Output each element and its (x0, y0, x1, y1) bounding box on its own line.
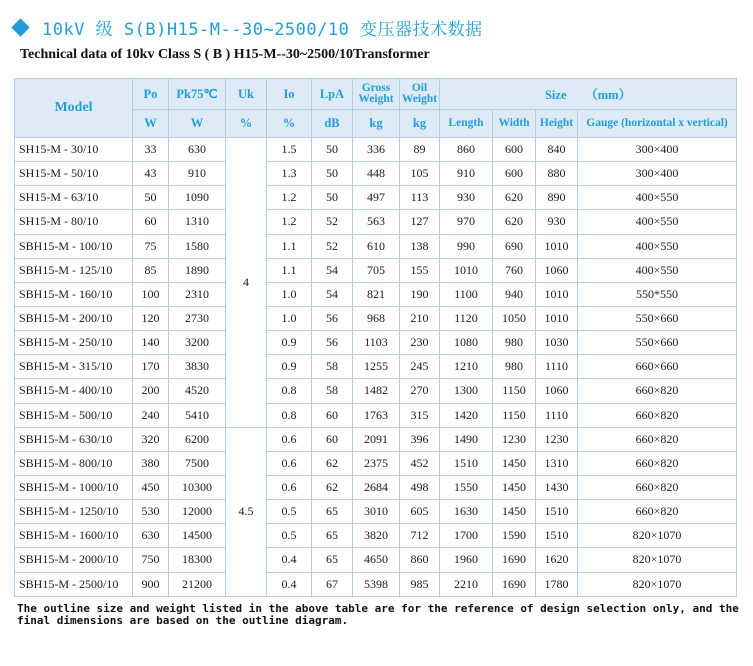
cell-gross: 821 (353, 282, 400, 306)
cell-lpa: 52 (312, 210, 353, 234)
cell-po: 750 (133, 548, 169, 572)
table-row (15, 524, 737, 548)
cell-uk: 4 (226, 138, 267, 428)
cell-po: 50 (133, 186, 169, 210)
cell-model: SBH15-M - 100/10 (15, 234, 133, 258)
cell-po: 450 (133, 475, 169, 499)
cell-lpa: 60 (312, 427, 353, 451)
cell-length: 1100 (440, 282, 493, 306)
cell-gauge: 400×550 (578, 234, 737, 258)
cell-gauge: 400×550 (578, 186, 737, 210)
cell-gauge: 300×400 (578, 162, 737, 186)
cell-po: 43 (133, 162, 169, 186)
cell-oil: 113 (400, 186, 440, 210)
cell-gross: 968 (353, 306, 400, 330)
cell-width: 760 (493, 258, 536, 282)
cell-lpa: 56 (312, 331, 353, 355)
cell-pk: 7500 (169, 451, 226, 475)
cell-io: 0.6 (267, 427, 312, 451)
cell-pk: 3830 (169, 355, 226, 379)
cell-height: 1030 (536, 331, 578, 355)
cell-gross: 1103 (353, 331, 400, 355)
table-row (15, 355, 737, 379)
cell-gross: 5398 (353, 572, 400, 596)
header-po: Po (133, 79, 169, 110)
cell-lpa: 54 (312, 282, 353, 306)
header-lpa: LpA (312, 79, 353, 110)
cell-po: 75 (133, 234, 169, 258)
cell-io: 0.4 (267, 572, 312, 596)
unit-oil-weight: kg (400, 110, 440, 138)
cell-lpa: 65 (312, 548, 353, 572)
cell-model: SBH15-M - 315/10 (15, 355, 133, 379)
table-row (15, 548, 737, 572)
cell-pk: 10300 (169, 475, 226, 499)
header-pk: Pk75℃ (169, 79, 226, 110)
cell-gauge: 660×660 (578, 355, 737, 379)
table-row (15, 186, 737, 210)
cell-length: 1420 (440, 403, 493, 427)
cell-io: 1.5 (267, 138, 312, 162)
cell-width: 600 (493, 162, 536, 186)
cell-lpa: 62 (312, 475, 353, 499)
cell-gross: 610 (353, 234, 400, 258)
cell-po: 170 (133, 355, 169, 379)
cell-gauge: 550*550 (578, 282, 737, 306)
unit-gross-weight: kg (353, 110, 400, 138)
cell-width: 1150 (493, 379, 536, 403)
cell-gauge: 660×820 (578, 500, 737, 524)
cell-length: 1490 (440, 427, 493, 451)
header-uk: Uk (226, 79, 267, 110)
cell-model: SH15-M - 30/10 (15, 138, 133, 162)
cell-model: SBH15-M - 400/10 (15, 379, 133, 403)
cell-height: 1060 (536, 258, 578, 282)
table-row (15, 258, 737, 282)
cell-gross: 448 (353, 162, 400, 186)
cell-model: SH15-M - 50/10 (15, 162, 133, 186)
cell-oil: 127 (400, 210, 440, 234)
cell-po: 240 (133, 403, 169, 427)
cell-gauge: 660×820 (578, 451, 737, 475)
cell-po: 530 (133, 500, 169, 524)
cell-oil: 860 (400, 548, 440, 572)
header-height: Height (536, 110, 578, 138)
cell-po: 120 (133, 306, 169, 330)
spec-table-body (15, 138, 737, 597)
cell-width: 620 (493, 210, 536, 234)
cell-width: 1690 (493, 548, 536, 572)
cell-pk: 1310 (169, 210, 226, 234)
cell-oil: 985 (400, 572, 440, 596)
cell-gauge: 660×820 (578, 475, 737, 499)
table-row (15, 234, 737, 258)
table-row (15, 306, 737, 330)
cell-pk: 910 (169, 162, 226, 186)
cell-model: SBH15-M - 2000/10 (15, 548, 133, 572)
table-row (15, 403, 737, 427)
table-row (15, 379, 737, 403)
cell-width: 1450 (493, 475, 536, 499)
cell-length: 1960 (440, 548, 493, 572)
cell-po: 85 (133, 258, 169, 282)
cell-gross: 2091 (353, 427, 400, 451)
cell-height: 840 (536, 138, 578, 162)
cell-model: SH15-M - 63/10 (15, 186, 133, 210)
cell-width: 620 (493, 186, 536, 210)
cell-oil: 89 (400, 138, 440, 162)
cell-lpa: 67 (312, 572, 353, 596)
cell-io: 0.9 (267, 355, 312, 379)
cell-lpa: 50 (312, 186, 353, 210)
cell-po: 60 (133, 210, 169, 234)
cell-po: 900 (133, 572, 169, 596)
cell-gauge: 660×820 (578, 403, 737, 427)
cell-width: 1050 (493, 306, 536, 330)
table-row (15, 475, 737, 499)
cell-oil: 210 (400, 306, 440, 330)
cell-oil: 245 (400, 355, 440, 379)
cell-oil: 315 (400, 403, 440, 427)
header-width: Width (493, 110, 536, 138)
cell-pk: 18300 (169, 548, 226, 572)
cell-height: 1010 (536, 234, 578, 258)
unit-io: % (267, 110, 312, 138)
cell-lpa: 60 (312, 403, 353, 427)
table-row (15, 427, 737, 451)
header-size: Size （mm） (440, 79, 737, 110)
cell-model: SBH15-M - 250/10 (15, 331, 133, 355)
cell-height: 1430 (536, 475, 578, 499)
cell-length: 1210 (440, 355, 493, 379)
cell-gauge: 400×550 (578, 210, 737, 234)
cell-po: 380 (133, 451, 169, 475)
cell-gross: 563 (353, 210, 400, 234)
cell-height: 880 (536, 162, 578, 186)
title-row (10, 14, 483, 40)
cell-po: 33 (133, 138, 169, 162)
cell-pk: 1090 (169, 186, 226, 210)
cell-gauge: 820×1070 (578, 524, 737, 548)
cell-io: 0.6 (267, 475, 312, 499)
cell-gauge: 820×1070 (578, 548, 737, 572)
cell-model: SBH15-M - 500/10 (15, 403, 133, 427)
cell-height: 1060 (536, 379, 578, 403)
cell-oil: 105 (400, 162, 440, 186)
unit-pk: W (169, 110, 226, 138)
table-row (15, 210, 737, 234)
cell-pk: 1890 (169, 258, 226, 282)
cell-height: 930 (536, 210, 578, 234)
cell-io: 0.8 (267, 379, 312, 403)
cell-gauge: 550×660 (578, 331, 737, 355)
cell-height: 1010 (536, 282, 578, 306)
cell-model: SBH15-M - 1600/10 (15, 524, 133, 548)
cell-width: 1150 (493, 403, 536, 427)
page-title: 10kV 级 S(B)H15-M--30~2500/10 变压器技术数据 (42, 19, 483, 40)
cell-gross: 2684 (353, 475, 400, 499)
cell-pk: 12000 (169, 500, 226, 524)
unit-lpa: dB (312, 110, 353, 138)
header-gross-weight: Gross Weight (353, 79, 400, 110)
table-row (15, 282, 737, 306)
cell-pk: 14500 (169, 524, 226, 548)
cell-gross: 336 (353, 138, 400, 162)
cell-io: 0.6 (267, 451, 312, 475)
cell-width: 600 (493, 138, 536, 162)
cell-io: 0.4 (267, 548, 312, 572)
cell-gross: 3010 (353, 500, 400, 524)
cell-gross: 2375 (353, 451, 400, 475)
cell-length: 910 (440, 162, 493, 186)
diamond-icon (11, 18, 29, 36)
cell-length: 1700 (440, 524, 493, 548)
cell-pk: 2310 (169, 282, 226, 306)
cell-length: 990 (440, 234, 493, 258)
cell-height: 890 (536, 186, 578, 210)
header-length: Length (440, 110, 493, 138)
cell-gauge: 550×660 (578, 306, 737, 330)
cell-gross: 1763 (353, 403, 400, 427)
cell-po: 630 (133, 524, 169, 548)
unit-po: W (133, 110, 169, 138)
cell-po: 100 (133, 282, 169, 306)
cell-lpa: 65 (312, 500, 353, 524)
cell-oil: 712 (400, 524, 440, 548)
cell-oil: 498 (400, 475, 440, 499)
page-subtitle: Technical data of 10kv Class S ( B ) H15-M--30~2500/10Transformer (20, 47, 430, 62)
cell-length: 860 (440, 138, 493, 162)
cell-model: SBH15-M - 800/10 (15, 451, 133, 475)
cell-model: SBH15-M - 125/10 (15, 258, 133, 282)
cell-width: 1590 (493, 524, 536, 548)
table-row (15, 331, 737, 355)
cell-gauge: 300×400 (578, 138, 737, 162)
cell-oil: 230 (400, 331, 440, 355)
cell-width: 980 (493, 355, 536, 379)
cell-pk: 21200 (169, 572, 226, 596)
cell-io: 1.1 (267, 234, 312, 258)
cell-lpa: 58 (312, 355, 353, 379)
table-row (15, 451, 737, 475)
cell-length: 1120 (440, 306, 493, 330)
cell-width: 1690 (493, 572, 536, 596)
cell-length: 1510 (440, 451, 493, 475)
cell-io: 1.3 (267, 162, 312, 186)
cell-pk: 6200 (169, 427, 226, 451)
cell-io: 0.8 (267, 403, 312, 427)
cell-gross: 1482 (353, 379, 400, 403)
cell-lpa: 65 (312, 524, 353, 548)
cell-width: 940 (493, 282, 536, 306)
cell-height: 1780 (536, 572, 578, 596)
cell-length: 1300 (440, 379, 493, 403)
cell-lpa: 52 (312, 234, 353, 258)
cell-gross: 1255 (353, 355, 400, 379)
cell-model: SBH15-M - 160/10 (15, 282, 133, 306)
cell-pk: 3200 (169, 331, 226, 355)
cell-length: 1080 (440, 331, 493, 355)
cell-height: 1230 (536, 427, 578, 451)
cell-lpa: 54 (312, 258, 353, 282)
cell-width: 1450 (493, 451, 536, 475)
cell-length: 1630 (440, 500, 493, 524)
cell-io: 1.0 (267, 306, 312, 330)
footnote: The outline size and weight listed in the above table are for the reference of design selection only, and the final dimensions are based on the outline diagram. (17, 602, 739, 627)
cell-height: 1310 (536, 451, 578, 475)
cell-model: SBH15-M - 1000/10 (15, 475, 133, 499)
cell-width: 1230 (493, 427, 536, 451)
cell-model: SBH15-M - 1250/10 (15, 500, 133, 524)
cell-io: 0.5 (267, 524, 312, 548)
cell-io: 1.2 (267, 186, 312, 210)
cell-pk: 630 (169, 138, 226, 162)
cell-oil: 270 (400, 379, 440, 403)
cell-model: SBH15-M - 630/10 (15, 427, 133, 451)
cell-model: SH15-M - 80/10 (15, 210, 133, 234)
cell-length: 930 (440, 186, 493, 210)
cell-gauge: 660×820 (578, 379, 737, 403)
cell-model: SBH15-M - 200/10 (15, 306, 133, 330)
cell-gauge: 820×1070 (578, 572, 737, 596)
table-row (15, 138, 737, 162)
cell-height: 1010 (536, 306, 578, 330)
cell-oil: 605 (400, 500, 440, 524)
cell-length: 1550 (440, 475, 493, 499)
cell-oil: 396 (400, 427, 440, 451)
cell-model: SBH15-M - 2500/10 (15, 572, 133, 596)
cell-length: 970 (440, 210, 493, 234)
spec-table (14, 78, 737, 597)
cell-uk: 4.5 (226, 427, 267, 596)
cell-pk: 1580 (169, 234, 226, 258)
cell-lpa: 58 (312, 379, 353, 403)
unit-uk: % (226, 110, 267, 138)
cell-io: 1.1 (267, 258, 312, 282)
cell-po: 320 (133, 427, 169, 451)
cell-height: 1510 (536, 500, 578, 524)
cell-height: 1110 (536, 403, 578, 427)
cell-oil: 155 (400, 258, 440, 282)
cell-pk: 4520 (169, 379, 226, 403)
cell-io: 0.9 (267, 331, 312, 355)
cell-gross: 3820 (353, 524, 400, 548)
header-oil-weight: Oil Weight (400, 79, 440, 110)
cell-width: 980 (493, 331, 536, 355)
header-model: Model (15, 79, 133, 138)
cell-oil: 452 (400, 451, 440, 475)
cell-io: 1.0 (267, 282, 312, 306)
cell-length: 1010 (440, 258, 493, 282)
cell-gross: 497 (353, 186, 400, 210)
cell-gross: 4650 (353, 548, 400, 572)
cell-oil: 138 (400, 234, 440, 258)
cell-pk: 2730 (169, 306, 226, 330)
cell-gauge: 400×550 (578, 258, 737, 282)
cell-po: 200 (133, 379, 169, 403)
table-row (15, 500, 737, 524)
cell-oil: 190 (400, 282, 440, 306)
cell-po: 140 (133, 331, 169, 355)
cell-io: 0.5 (267, 500, 312, 524)
cell-width: 690 (493, 234, 536, 258)
cell-lpa: 56 (312, 306, 353, 330)
table-row (15, 572, 737, 596)
header-gauge: Gauge (horizontal x vertical) (578, 110, 737, 138)
cell-io: 1.2 (267, 210, 312, 234)
cell-lpa: 62 (312, 451, 353, 475)
cell-gauge: 660×820 (578, 427, 737, 451)
cell-gross: 705 (353, 258, 400, 282)
table-row (15, 162, 737, 186)
cell-width: 1450 (493, 500, 536, 524)
cell-length: 2210 (440, 572, 493, 596)
cell-pk: 5410 (169, 403, 226, 427)
cell-lpa: 50 (312, 138, 353, 162)
cell-lpa: 50 (312, 162, 353, 186)
header-io: Io (267, 79, 312, 110)
cell-height: 1510 (536, 524, 578, 548)
cell-height: 1620 (536, 548, 578, 572)
cell-height: 1110 (536, 355, 578, 379)
